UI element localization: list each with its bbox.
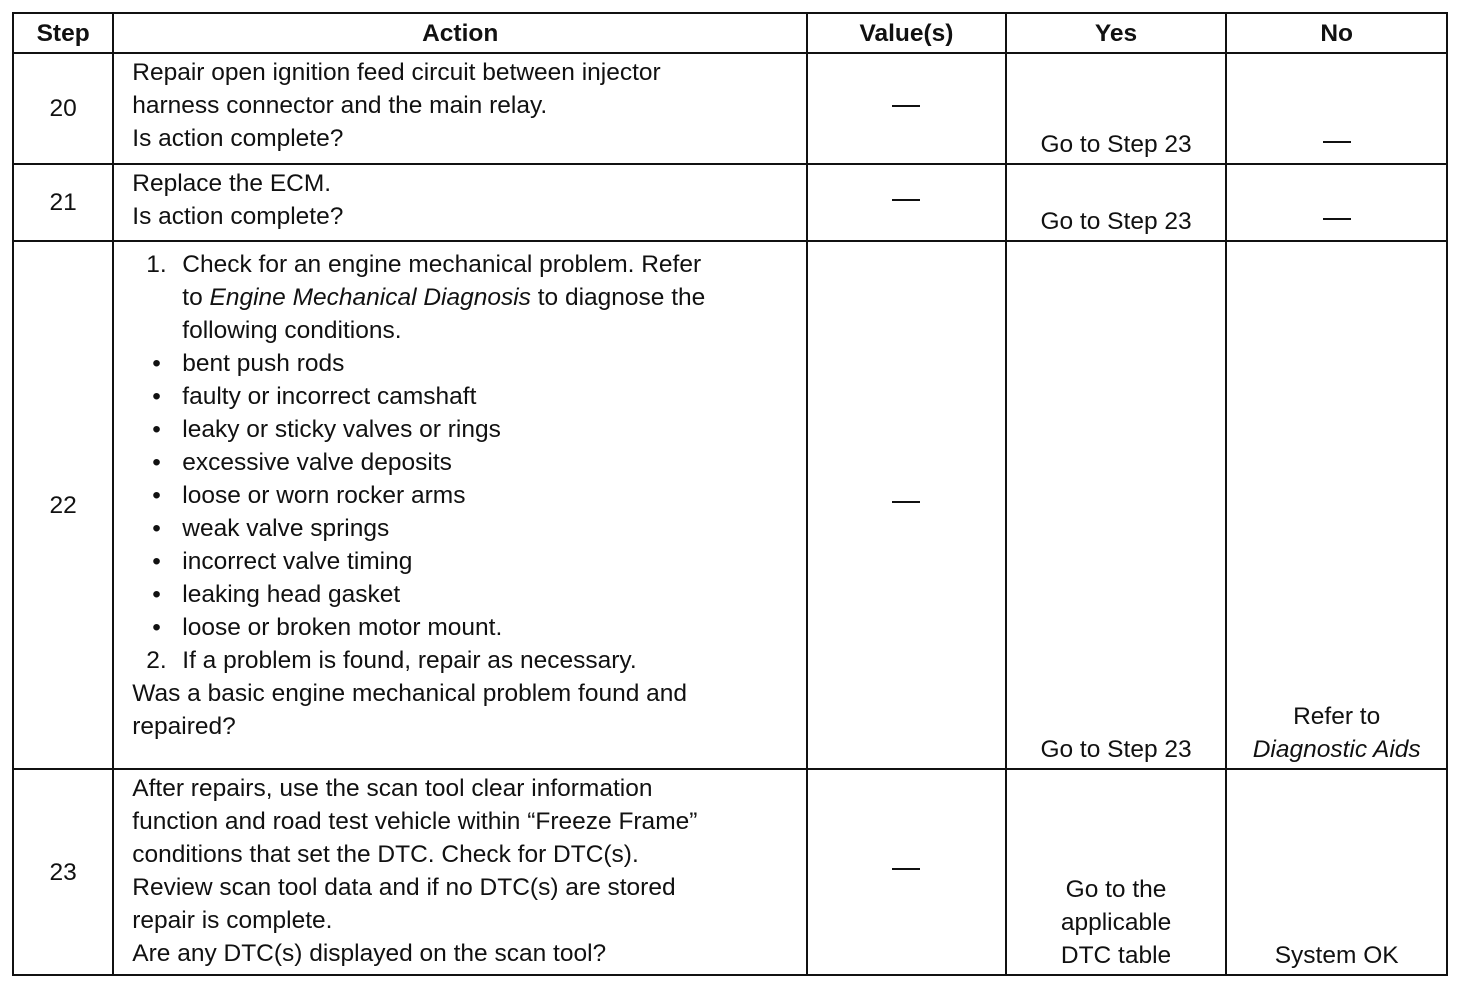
bullet-item: • weak valve springs — [152, 515, 390, 542]
bullet-item: • excessive valve deposits — [152, 449, 452, 476]
table-row — [13, 53, 1447, 164]
numbered-item-continued: to Engine Mechanical Diagnosis to diagnose the — [182, 284, 706, 311]
numbered-item-continued: following conditions. — [182, 317, 402, 344]
yes-cell: Go to Step 23 — [1006, 53, 1227, 164]
action-cell — [113, 769, 807, 975]
dash-mark — [892, 105, 920, 107]
action-cell — [113, 241, 807, 769]
action-text: After repairs, use the scan tool clear information — [132, 775, 653, 802]
dash-mark — [892, 868, 920, 870]
step-number: 20 — [13, 53, 113, 164]
reference-title: Engine Mechanical Diagnosis — [209, 284, 531, 311]
table-row — [13, 164, 1447, 241]
header-step: Step — [13, 13, 113, 53]
header-row — [13, 13, 1447, 53]
dash-mark — [892, 501, 920, 503]
action-question: Is action complete? — [132, 125, 344, 152]
header-no: No — [1226, 13, 1447, 53]
action-cell — [113, 164, 807, 241]
step-number: 23 — [13, 769, 113, 975]
header-values: Value(s) — [807, 13, 1006, 53]
header-yes: Yes — [1006, 13, 1227, 53]
action-text: harness connector and the main relay. — [132, 92, 548, 119]
table-row — [13, 241, 1447, 769]
bullet-item: • faulty or incorrect camshaft — [152, 383, 477, 410]
header-action: Action — [113, 13, 807, 53]
bullet-item: • loose or broken motor mount. — [152, 614, 503, 641]
bullet-item: • loose or worn rocker arms — [152, 482, 466, 509]
action-text: function and road test vehicle within “Freeze Frame” — [132, 808, 698, 835]
dash-mark — [1323, 218, 1351, 220]
action-question: Was a basic engine mechanical problem found and — [132, 680, 688, 707]
action-cell — [113, 53, 807, 164]
numbered-item: 2. If a problem is found, repair as necessary. — [146, 647, 637, 674]
action-text: conditions that set the DTC. Check for DTC(s). — [132, 841, 639, 868]
bullet-item: • leaking head gasket — [152, 581, 401, 608]
no-cell — [1226, 53, 1447, 164]
value-cell — [807, 164, 1006, 241]
bullet-item: • leaky or sticky valves or rings — [152, 416, 501, 443]
diagnostic-table — [12, 12, 1448, 976]
step-number: 21 — [13, 164, 113, 241]
numbered-item: 1. Check for an engine mechanical problem. Refer — [146, 251, 702, 278]
action-question: Is action complete? — [132, 203, 344, 230]
reference-title: Diagnostic Aids — [1252, 736, 1421, 763]
no-cell: System OK — [1226, 769, 1447, 975]
action-question: Are any DTC(s) displayed on the scan tool? — [132, 940, 607, 967]
action-question: repaired? — [132, 713, 236, 740]
dash-mark — [892, 199, 920, 201]
step-number: 22 — [13, 241, 113, 769]
value-cell — [807, 769, 1006, 975]
value-cell — [807, 241, 1006, 769]
no-cell — [1226, 164, 1447, 241]
value-cell — [807, 53, 1006, 164]
yes-cell: Go to the applicable DTC table — [1006, 769, 1227, 975]
bullet-item: • incorrect valve timing — [152, 548, 413, 575]
action-text: Replace the ECM. — [132, 170, 332, 197]
action-text: Review scan tool data and if no DTC(s) are stored — [132, 874, 676, 901]
yes-cell: Go to Step 23 — [1006, 164, 1227, 241]
action-text: Repair open ignition feed circuit between injector — [132, 59, 661, 86]
bullet-item: • bent push rods — [152, 350, 345, 377]
dash-mark — [1323, 141, 1351, 143]
table-row — [13, 769, 1447, 975]
yes-cell: Go to Step 23 — [1006, 241, 1227, 769]
action-text: repair is complete. — [132, 907, 333, 934]
no-cell: Refer to Diagnostic Aids — [1226, 241, 1447, 769]
